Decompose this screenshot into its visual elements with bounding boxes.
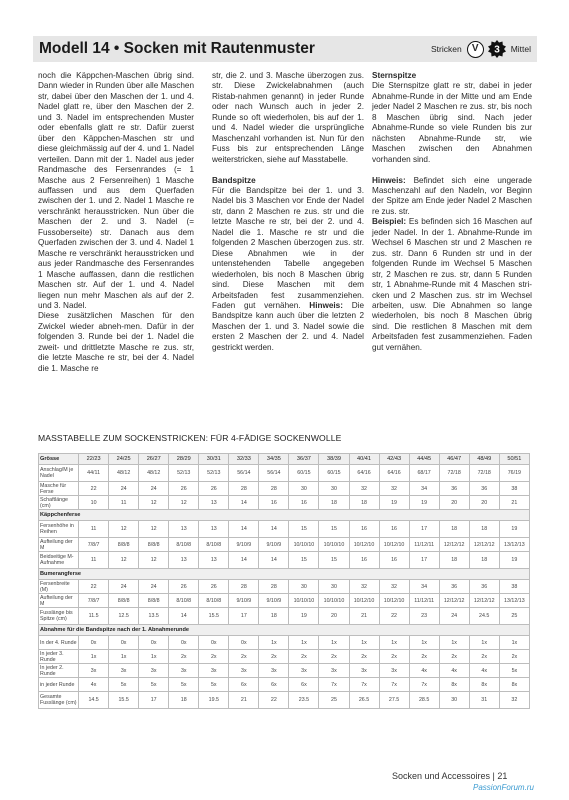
table-cell: 22 bbox=[259, 692, 289, 709]
table-cell: 48/12 bbox=[109, 465, 139, 482]
table-cell: 6x bbox=[289, 678, 319, 692]
table-cell: 72/18 bbox=[469, 465, 499, 482]
table-cell: 12 bbox=[169, 496, 199, 510]
table-cell: 34/35 bbox=[259, 454, 289, 465]
table-cell: 8/8/8 bbox=[139, 594, 169, 608]
paragraph: noch die Käppchen-Maschen übrig sind. Dann wieder in Runden über alle Maschen str, dabei über den Maschen der 1. und 4. Nadel glatt re, über den Maschen der 2. und 3. Nadel im entsprechenden Muster oder ebenfalls glatt re str. Dafür zuerst über den Käppchen-Maschen str und diese gleichmässig auf der 4. und 1. Nadel verteilen. Dann mit der 1. Nadel aus jeder Randmasche des Fersenrandes (= 1 Masche aus 2 Fersenreihen) 1 Masche auffassen und aus dem Querfaden zwischen der 1. und 2. Nadel 1 Masche re verschränkt herausstricken. Nun über die Maschen der 2. und 3. Nadel (= Fussoberseite) str. Danach aus dem Querfaden zwischen der 3. und 4. Nadel 1 Masche re verschränkt herausstricken und aus jeder Randmasche des Fersenrandes 1 Masche auffassen, dann die restlichen Maschen str. Auf der 1. und 4. Nadel liegen nun mehr Maschen als auf der 2. und 3. Nadel. bbox=[38, 71, 194, 310]
table-cell: 4x bbox=[79, 678, 109, 692]
hint-label: Hinweis: bbox=[372, 175, 406, 185]
table-cell: 26 bbox=[199, 580, 229, 594]
table-cell: 13 bbox=[169, 521, 199, 538]
table-cell: 3x bbox=[229, 664, 259, 678]
table-title: MASSTABELLE ZUM SOCKENSTRICKEN: FÜR 4-FÄDIGE SOCKENWOLLE bbox=[38, 433, 342, 443]
table-cell: 32/33 bbox=[229, 454, 259, 465]
table-section-row bbox=[39, 625, 530, 636]
table-cell: 3x bbox=[79, 664, 109, 678]
table-cell: 31 bbox=[469, 692, 499, 709]
table-cell: 2x bbox=[169, 650, 199, 664]
text-column-3 bbox=[372, 71, 532, 353]
table-cell: 13 bbox=[199, 552, 229, 569]
table-cell: 38 bbox=[499, 482, 529, 496]
table-cell: 64/16 bbox=[349, 465, 379, 482]
table-cell: 11.5 bbox=[79, 608, 109, 625]
table-cell: 2x bbox=[499, 650, 529, 664]
table-cell: 28.5 bbox=[409, 692, 439, 709]
technique-label: Stricken bbox=[430, 44, 462, 54]
text-run: Die Bandspitze kann auch über die letzten 2 Maschen der 1. und 3. Nadel sowie die ersten 2 Maschen der 2. und 4. Nadel gestrickt werden. bbox=[212, 300, 364, 352]
table-cell: 25 bbox=[499, 608, 529, 625]
table-cell: 12 bbox=[109, 521, 139, 538]
table-cell: 9/10/9 bbox=[229, 594, 259, 608]
table-cell: 24/25 bbox=[109, 454, 139, 465]
table-row-label: Bumerangferse bbox=[39, 569, 530, 580]
table-cell: 12 bbox=[139, 521, 169, 538]
table-cell: 9/10/9 bbox=[259, 594, 289, 608]
table-cell: 15.5 bbox=[199, 608, 229, 625]
table-row-label: Aufteilung der M bbox=[39, 538, 79, 552]
table-row-label: Masche für Ferse bbox=[39, 482, 79, 496]
table-cell: 15 bbox=[289, 552, 319, 569]
table-cell: 1x bbox=[259, 636, 289, 650]
table-cell: 12/12/12 bbox=[469, 594, 499, 608]
table-row-label: Grösse bbox=[39, 454, 79, 465]
table-cell: 28/29 bbox=[169, 454, 199, 465]
table-cell: 12 bbox=[109, 552, 139, 569]
table-cell: 18 bbox=[319, 496, 349, 510]
table-row bbox=[39, 594, 530, 608]
table-cell: 1x bbox=[319, 636, 349, 650]
table-cell: 27.5 bbox=[379, 692, 409, 709]
table-cell: 3x bbox=[289, 664, 319, 678]
table-cell: 25 bbox=[319, 692, 349, 709]
text-run: Befindet sich eine ungerade Maschenzahl auf den Nadeln, vor Beginn der Spitze am Ende jeder Nadel 2 Maschen re zus. str. bbox=[372, 175, 532, 216]
table-cell: 8/8/8 bbox=[139, 538, 169, 552]
table-cell: 10 bbox=[79, 496, 109, 510]
spacer bbox=[212, 165, 364, 175]
table-cell: 3x bbox=[139, 664, 169, 678]
table-cell: 18 bbox=[439, 521, 469, 538]
table-cell: 46/47 bbox=[439, 454, 469, 465]
table-cell: 0x bbox=[139, 636, 169, 650]
table-cell: 17 bbox=[409, 521, 439, 538]
table-cell: 34 bbox=[409, 580, 439, 594]
table-cell: 21 bbox=[349, 608, 379, 625]
table-cell: 12/12/12 bbox=[439, 594, 469, 608]
table-cell: 10/12/10 bbox=[349, 538, 379, 552]
table-cell: 14 bbox=[259, 552, 289, 569]
table-cell: 2x bbox=[229, 650, 259, 664]
table-cell: 12/12/12 bbox=[439, 538, 469, 552]
table-cell: 36/37 bbox=[289, 454, 319, 465]
table-cell: 30 bbox=[319, 482, 349, 496]
table-cell: 16 bbox=[259, 496, 289, 510]
table-cell: 10/10/10 bbox=[289, 594, 319, 608]
table-cell: 1x bbox=[499, 636, 529, 650]
table-cell: 3x bbox=[109, 664, 139, 678]
table-cell: 10/10/10 bbox=[319, 538, 349, 552]
header-meta bbox=[431, 36, 531, 62]
table-cell: 36 bbox=[439, 580, 469, 594]
table-cell: 2x bbox=[199, 650, 229, 664]
table-cell: 8/10/8 bbox=[199, 538, 229, 552]
text-column-2 bbox=[212, 71, 364, 353]
table-row bbox=[39, 521, 530, 538]
difficulty-number: 3 bbox=[493, 44, 500, 56]
table-cell: 30 bbox=[289, 482, 319, 496]
table-cell: 24 bbox=[139, 482, 169, 496]
table-cell: 38/39 bbox=[319, 454, 349, 465]
table-cell: 22 bbox=[379, 608, 409, 625]
table-cell: 14 bbox=[229, 552, 259, 569]
table-cell: 60/15 bbox=[319, 465, 349, 482]
table-cell: 12 bbox=[139, 552, 169, 569]
table-row-label: In der 4. Runde bbox=[39, 636, 79, 650]
table-cell: 8/8/8 bbox=[109, 594, 139, 608]
table-cell: 19 bbox=[499, 521, 529, 538]
table-cell: 26 bbox=[169, 482, 199, 496]
table-cell: 11/12/11 bbox=[409, 594, 439, 608]
table-row-label: In jeder 3. Runde bbox=[39, 650, 79, 664]
table-cell: 15 bbox=[319, 552, 349, 569]
table-cell: 36 bbox=[469, 580, 499, 594]
table-cell: 1x bbox=[379, 636, 409, 650]
table-cell: 4x bbox=[469, 664, 499, 678]
spacer bbox=[372, 165, 532, 175]
table-cell: 52/13 bbox=[199, 465, 229, 482]
table-cell: 8x bbox=[439, 678, 469, 692]
table-cell: 19 bbox=[499, 552, 529, 569]
table-cell: 3x bbox=[319, 664, 349, 678]
table-cell: 2x bbox=[349, 650, 379, 664]
table-cell: 15 bbox=[289, 521, 319, 538]
table-cell: 21 bbox=[499, 496, 529, 510]
table-row bbox=[39, 650, 530, 664]
table-row bbox=[39, 678, 530, 692]
table-cell: 2x bbox=[439, 650, 469, 664]
table-cell: 26/27 bbox=[139, 454, 169, 465]
table-cell: 44/45 bbox=[409, 454, 439, 465]
text-run: Für die Bandspitze bei der 1. und 3. Nadel bis 3 Maschen vor Ende der Nadel str, dann 2 Maschen re zus. str und die letzte Masche re str, bei der 2. und 4. Nadel die 1. Masche re str und die folgenden 2 Maschen überzogen zus. str. Diese Abnahmen wie in der untenstehenden Tabelle angegeben wiederholen, bis noch 8 Maschen übrig sind. Diese Maschen mit dem Arbeitsfaden fest zusammenziehen. Faden gut vernähen. bbox=[212, 185, 364, 310]
table-row-label: Anschlag/M je Nadel bbox=[39, 465, 79, 482]
table-cell: 14.5 bbox=[79, 692, 109, 709]
table-cell: 14 bbox=[229, 521, 259, 538]
table-cell: 18 bbox=[349, 496, 379, 510]
table-cell: 19 bbox=[289, 608, 319, 625]
table-cell: 30 bbox=[319, 580, 349, 594]
table-cell: 68/17 bbox=[409, 465, 439, 482]
table-cell: 24 bbox=[109, 580, 139, 594]
table-cell: 8/8/8 bbox=[109, 538, 139, 552]
table-cell: 7/8/7 bbox=[79, 538, 109, 552]
table-cell: 6x bbox=[259, 678, 289, 692]
table-cell: 23.5 bbox=[289, 692, 319, 709]
paragraph: Diese zusätzlichen Maschen für den Zwickel wieder abneh-men. Dafür in der folgenden 3. Runde bei der 1. Nadel die zweit- und drittletzte Masche re zus. str, die letzte Masche re str, bei der 4. Nadel die 1. Masche re bbox=[38, 311, 194, 373]
table-cell: 17 bbox=[139, 692, 169, 709]
page-title: Modell 14 • Socken mit Rautenmuster bbox=[39, 40, 315, 57]
table-cell: 10/10/10 bbox=[289, 538, 319, 552]
table-cell: 44/11 bbox=[79, 465, 109, 482]
table-row-label: Gesamte Fusslänge (cm) bbox=[39, 692, 79, 709]
table-cell: 38 bbox=[499, 580, 529, 594]
example-label: Beispiel: bbox=[372, 217, 407, 227]
table-cell: 56/14 bbox=[229, 465, 259, 482]
table-section-row bbox=[39, 569, 530, 580]
table-cell: 13 bbox=[199, 521, 229, 538]
table-cell: 52/13 bbox=[169, 465, 199, 482]
table-cell: 48/12 bbox=[139, 465, 169, 482]
table-cell: 13 bbox=[169, 552, 199, 569]
page-header bbox=[33, 36, 537, 62]
table-cell: 32 bbox=[379, 482, 409, 496]
section-heading-bandspitze: Bandspitze bbox=[212, 175, 256, 185]
table-cell: 30/31 bbox=[199, 454, 229, 465]
table-row bbox=[39, 580, 530, 594]
table-cell: 3x bbox=[349, 664, 379, 678]
table-row-label: Fersenhöhe in Reihen bbox=[39, 521, 79, 538]
table-cell: 1x bbox=[139, 650, 169, 664]
table-cell: 5x bbox=[109, 678, 139, 692]
paragraph: Die Sternspitze glatt re str, dabei in jeder Abnahme-Runde in der Mitte und am Ende jeder Nadel 2 Maschen re zus. str, bis noch 8 Maschen übrig sind. Nach jeder Abnahme-Runde so viele Runden bis zur nächsten Abnahme-Runde str, wie Maschen zwischen den Abnahmen vorhanden sind. bbox=[372, 81, 532, 164]
table-cell: 9/10/9 bbox=[229, 538, 259, 552]
table-cell: 22/23 bbox=[79, 454, 109, 465]
table-cell: 10/12/10 bbox=[349, 594, 379, 608]
table-cell: 18 bbox=[469, 552, 499, 569]
table-cell: 28 bbox=[229, 482, 259, 496]
table-row-label: Abnahme für die Bandspitze nach der 1. Abnahmerunde bbox=[39, 625, 530, 636]
table-cell: 16 bbox=[349, 552, 379, 569]
table-row-label: Fusslänge bis Spitze (cm) bbox=[39, 608, 79, 625]
table-cell: 1x bbox=[349, 636, 379, 650]
size-table-body bbox=[39, 454, 530, 709]
table-cell: 12/12/12 bbox=[469, 538, 499, 552]
table-cell: 16 bbox=[379, 552, 409, 569]
difficulty-badge-icon bbox=[488, 40, 506, 58]
table-row bbox=[39, 552, 530, 569]
size-table bbox=[38, 453, 530, 709]
table-cell: 15 bbox=[319, 521, 349, 538]
table-section-row bbox=[39, 510, 530, 521]
table-cell: 36 bbox=[439, 482, 469, 496]
table-cell: 14 bbox=[229, 496, 259, 510]
table-cell: 3x bbox=[169, 664, 199, 678]
table-cell: 21 bbox=[229, 692, 259, 709]
table-cell: 30 bbox=[289, 580, 319, 594]
table-cell: 18 bbox=[439, 552, 469, 569]
table-cell: 23 bbox=[409, 608, 439, 625]
table-cell: 10/12/10 bbox=[379, 538, 409, 552]
table-row-label: Beidseitige M-Aufnahme bbox=[39, 552, 79, 569]
table-cell: 28 bbox=[259, 482, 289, 496]
table-cell: 0x bbox=[169, 636, 199, 650]
table-cell: 12 bbox=[139, 496, 169, 510]
table-cell: 24 bbox=[139, 580, 169, 594]
table-cell: 3x bbox=[259, 664, 289, 678]
table-cell: 19.5 bbox=[199, 692, 229, 709]
table-cell: 11 bbox=[109, 496, 139, 510]
table-cell: 14 bbox=[169, 608, 199, 625]
table-cell: 32 bbox=[349, 482, 379, 496]
table-header-row bbox=[39, 454, 530, 465]
table-cell: 32 bbox=[379, 580, 409, 594]
table-cell: 5x bbox=[169, 678, 199, 692]
table-cell: 36 bbox=[469, 482, 499, 496]
table-cell: 10/10/10 bbox=[319, 594, 349, 608]
table-cell: 16 bbox=[289, 496, 319, 510]
table-cell: 17 bbox=[409, 552, 439, 569]
table-cell: 24 bbox=[109, 482, 139, 496]
table-cell: 7/8/7 bbox=[79, 594, 109, 608]
table-cell: 2x bbox=[379, 650, 409, 664]
table-cell: 13/12/13 bbox=[499, 538, 529, 552]
section-heading-sternspitze: Sternspitze bbox=[372, 71, 417, 80]
table-cell: 7x bbox=[409, 678, 439, 692]
table-row bbox=[39, 692, 530, 709]
table-cell: 20 bbox=[319, 608, 349, 625]
table-row bbox=[39, 538, 530, 552]
table-row bbox=[39, 664, 530, 678]
table-cell: 12.5 bbox=[109, 608, 139, 625]
table-cell: 11 bbox=[79, 521, 109, 538]
table-cell: 2x bbox=[319, 650, 349, 664]
table-cell: 6x bbox=[229, 678, 259, 692]
table-cell: 3x bbox=[199, 664, 229, 678]
table-cell: 34 bbox=[409, 482, 439, 496]
table-cell: 2x bbox=[409, 650, 439, 664]
table-row-label: in jeder Runde bbox=[39, 678, 79, 692]
table-row bbox=[39, 482, 530, 496]
table-cell: 16 bbox=[349, 521, 379, 538]
table-cell: 8/10/8 bbox=[199, 594, 229, 608]
table-cell: 3x bbox=[379, 664, 409, 678]
table-cell: 32 bbox=[349, 580, 379, 594]
table-cell: 13 bbox=[199, 496, 229, 510]
table-row-label: Schaftlänge (cm) bbox=[39, 496, 79, 510]
table-cell: 60/15 bbox=[289, 465, 319, 482]
table-cell: 40/41 bbox=[349, 454, 379, 465]
table-cell: 4x bbox=[439, 664, 469, 678]
table-cell: 1x bbox=[79, 650, 109, 664]
table-cell: 1x bbox=[409, 636, 439, 650]
difficulty-label: Mittel bbox=[510, 44, 531, 54]
paragraph bbox=[372, 176, 532, 218]
table-cell: 32 bbox=[499, 692, 529, 709]
table-cell: 19 bbox=[379, 496, 409, 510]
table-cell: 2x bbox=[289, 650, 319, 664]
table-cell: 1x bbox=[439, 636, 469, 650]
table-cell: 1x bbox=[289, 636, 319, 650]
table-cell: 9/10/9 bbox=[259, 538, 289, 552]
table-cell: 2x bbox=[469, 650, 499, 664]
table-cell: 26 bbox=[169, 580, 199, 594]
table-cell: 28 bbox=[259, 580, 289, 594]
table-cell: 4x bbox=[409, 664, 439, 678]
table-cell: 15.5 bbox=[109, 692, 139, 709]
table-cell: 19 bbox=[409, 496, 439, 510]
table-cell: 22 bbox=[79, 580, 109, 594]
table-cell: 17 bbox=[229, 608, 259, 625]
table-cell: 56/14 bbox=[259, 465, 289, 482]
table-row bbox=[39, 608, 530, 625]
table-cell: 50/51 bbox=[499, 454, 529, 465]
table-cell: 11/12/11 bbox=[409, 538, 439, 552]
table-cell: 7x bbox=[379, 678, 409, 692]
table-cell: 14 bbox=[259, 521, 289, 538]
table-cell: 24.5 bbox=[469, 608, 499, 625]
table-cell: 26.5 bbox=[349, 692, 379, 709]
table-cell: 30 bbox=[439, 692, 469, 709]
table-cell: 5x bbox=[139, 678, 169, 692]
table-cell: 8/10/8 bbox=[169, 538, 199, 552]
table-cell: 20 bbox=[469, 496, 499, 510]
watermark: PassionForum.ru bbox=[473, 783, 534, 792]
table-cell: 5x bbox=[199, 678, 229, 692]
table-cell: 0x bbox=[79, 636, 109, 650]
table-cell: 0x bbox=[109, 636, 139, 650]
table-cell: 18 bbox=[259, 608, 289, 625]
page-footer: Socken und Accessoires | 21 bbox=[392, 771, 508, 781]
table-cell: 18 bbox=[469, 521, 499, 538]
table-cell: 0x bbox=[229, 636, 259, 650]
paragraph bbox=[372, 217, 532, 353]
table-row bbox=[39, 496, 530, 510]
table-cell: 5x bbox=[499, 664, 529, 678]
table-cell: 8x bbox=[469, 678, 499, 692]
knitting-needles-icon bbox=[467, 41, 484, 58]
table-cell: 64/16 bbox=[379, 465, 409, 482]
text-column-1 bbox=[38, 71, 194, 374]
table-row-label: In jeder 2. Runde bbox=[39, 664, 79, 678]
table-cell: 26 bbox=[199, 482, 229, 496]
table-cell: 7x bbox=[319, 678, 349, 692]
table-cell: 76/19 bbox=[499, 465, 529, 482]
table-cell: 1x bbox=[109, 650, 139, 664]
table-cell: 1x bbox=[469, 636, 499, 650]
table-cell: 10/12/10 bbox=[379, 594, 409, 608]
table-cell: 13.5 bbox=[139, 608, 169, 625]
table-row bbox=[39, 636, 530, 650]
table-cell: 16 bbox=[379, 521, 409, 538]
table-cell: 20 bbox=[439, 496, 469, 510]
hint-label: Hinweis: bbox=[309, 300, 343, 310]
table-cell: 22 bbox=[79, 482, 109, 496]
text-run: Es befinden sich 16 Maschen auf jeder Nadel. In der 1. Abnahme-Runde im Wechsel 6 Maschen str und 2 Maschen re zus. str. Dann 6 Runden str und in der folgenden Runde im Wechsel 5 Maschen str, 2 Maschen re zus. str, dann 5 Runden str, 1 Abnahme-Runde mit 4 Maschen stri-cken und 2 Maschen zus. str im Wechsel arbeiten, usw. Die Abnahmen so lange wiederholen, bis noch 8 Maschen übrig sind. Die restlichen 8 Maschen mit dem Arbeitsfaden fest zusammenziehen. Faden gut vernähen. bbox=[372, 217, 532, 352]
table-cell: 72/18 bbox=[439, 465, 469, 482]
table-cell: 13/12/13 bbox=[499, 594, 529, 608]
table-row-label: Fersenbreite (M) bbox=[39, 580, 79, 594]
table-cell: 28 bbox=[229, 580, 259, 594]
table-cell: 18 bbox=[169, 692, 199, 709]
table-cell: 8/10/8 bbox=[169, 594, 199, 608]
table-cell: 8x bbox=[499, 678, 529, 692]
table-cell: 24 bbox=[439, 608, 469, 625]
table-cell: 0x bbox=[199, 636, 229, 650]
table-cell: 11 bbox=[79, 552, 109, 569]
table-row-label: Käppchenferse bbox=[39, 510, 530, 521]
paragraph: str, die 2. und 3. Masche überzogen zus. str. Diese Zwickelabnahmen (auch Ristab-nahmen genannt) in jeder Runde oder nach Wunsch auch in jeder 2. Runde so oft wiederholen, bis auf der 1. und 4. Nadel wieder die ursprüngliche Maschenzahl vorhanden ist. Nun für den Fuss bis zur entsprechenden Länge weiterstricken, siehe auf Masstabelle. bbox=[212, 71, 364, 164]
table-cell: 48/49 bbox=[469, 454, 499, 465]
paragraph bbox=[212, 186, 364, 353]
table-cell: 42/43 bbox=[379, 454, 409, 465]
technique-symbol: V bbox=[471, 43, 479, 54]
table-cell: 7x bbox=[349, 678, 379, 692]
table-row bbox=[39, 465, 530, 482]
difficulty-seal-shape bbox=[488, 40, 506, 58]
table-cell: 2x bbox=[259, 650, 289, 664]
table-row-label: Aufteilung der M bbox=[39, 594, 79, 608]
